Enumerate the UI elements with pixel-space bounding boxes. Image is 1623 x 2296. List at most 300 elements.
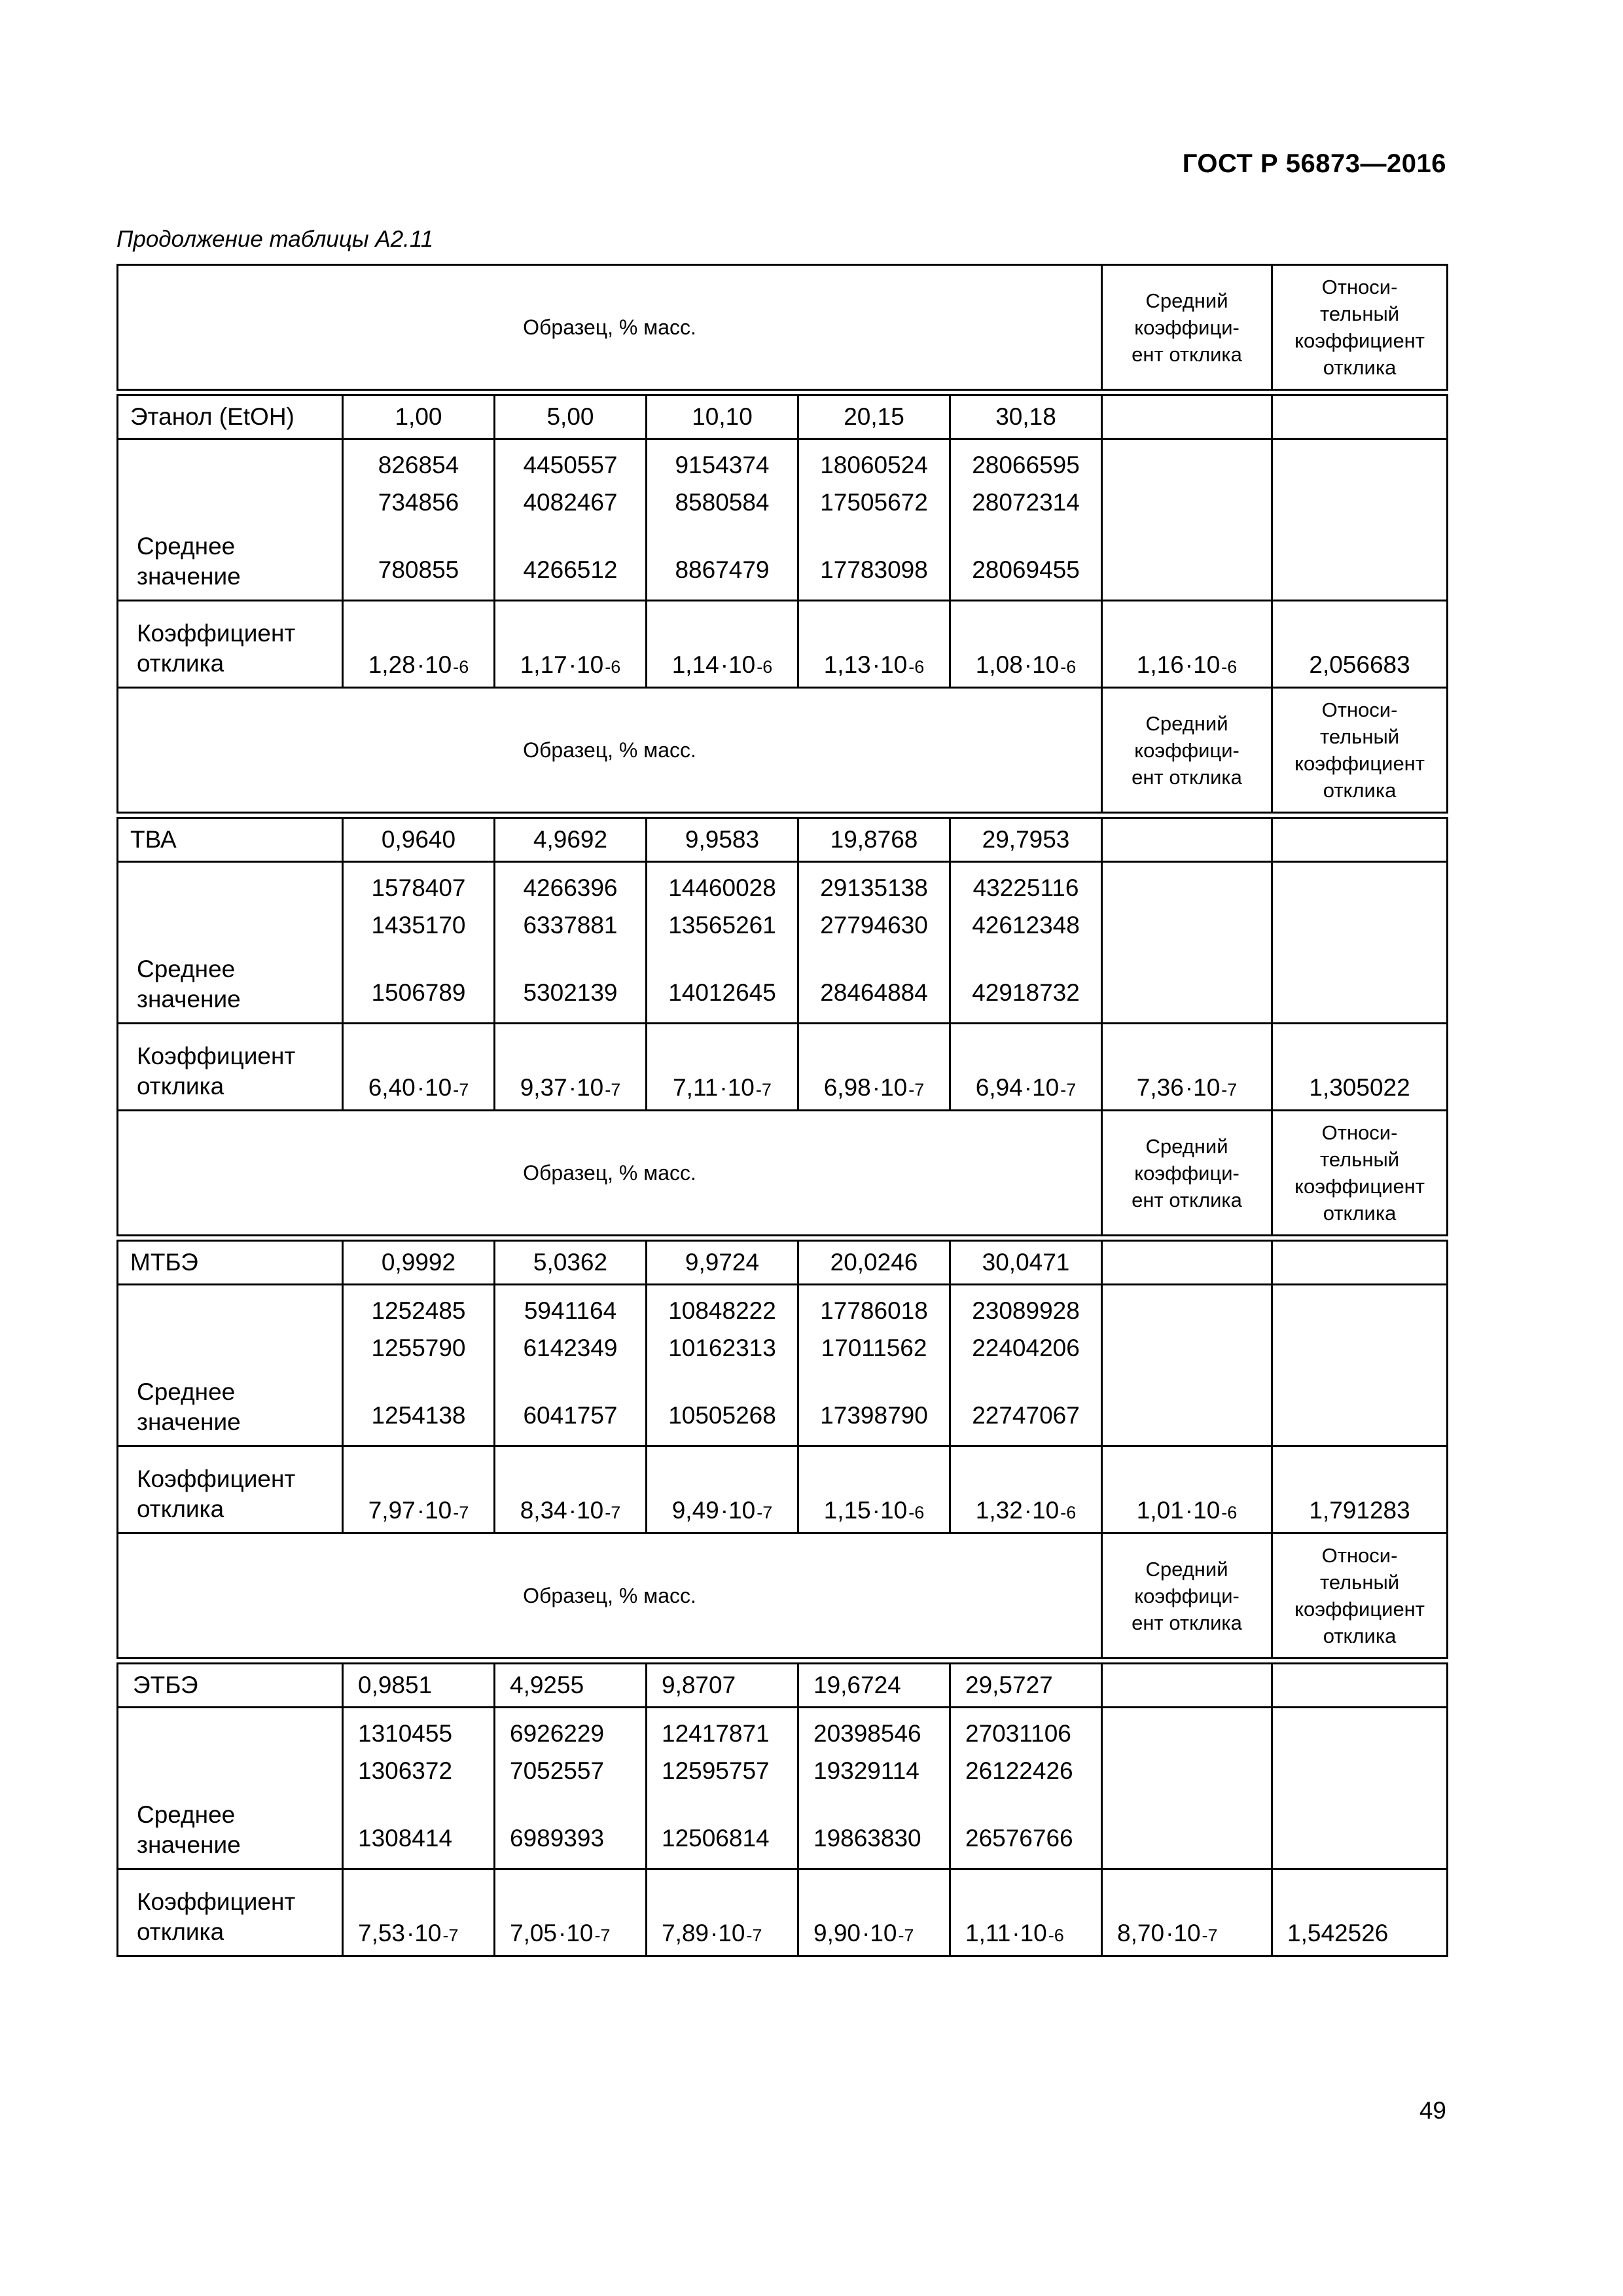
area-value-2: 17505672 (820, 489, 928, 516)
coefficient-cell (647, 1024, 798, 1111)
area-cell (950, 862, 1102, 1024)
area-value-2: 734856 (378, 489, 459, 516)
coefficient-label-line: отклика (137, 1496, 224, 1522)
coefficient-cell (343, 1024, 495, 1111)
area-value-2: 27794630 (820, 912, 928, 939)
mean-label-line: значение (137, 1408, 241, 1435)
coefficient-row (118, 1869, 1448, 1956)
avg-coef-header-line: коэффици- (1134, 1584, 1240, 1607)
response-coefficient: 1,13 ·10 -6 (823, 651, 925, 678)
area-value-1: 5941164 (524, 1297, 617, 1324)
concentration-cell: 10,10 (647, 395, 798, 439)
area-cell (798, 862, 950, 1024)
area-cell (798, 1285, 950, 1446)
multiply-dot: ·10 (872, 1497, 908, 1524)
rel-coef-header-line: коэффициент (1294, 1175, 1425, 1198)
rel-coef-header-line: отклика (1323, 1202, 1397, 1225)
response-coefficient-mantissa: 8,34 (520, 1497, 567, 1524)
area-value-1: 18060524 (820, 452, 928, 478)
area-value-1: 4450557 (523, 452, 618, 478)
area-value-2: 28072314 (972, 489, 1080, 516)
area-row (118, 862, 1448, 1024)
response-coefficient: 6,98 ·10 -7 (823, 1074, 925, 1101)
avg-coefficient-cell (1102, 601, 1272, 688)
area-value-1: 29135138 (820, 874, 928, 901)
rel-coef-header (1272, 1111, 1448, 1236)
double-rule (118, 813, 1448, 818)
multiply-dot: ·10 (568, 1497, 604, 1524)
area-value-2: 1255790 (371, 1335, 466, 1361)
coefficient-cell (343, 1446, 495, 1534)
area-mean: 1254138 (371, 1402, 466, 1429)
multiply-dot: ·10 (568, 1074, 604, 1101)
response-coefficient-mantissa: 1,13 (823, 651, 871, 678)
concentration-cell: 0,9851 (343, 1664, 495, 1708)
response-coefficient: 8,34 ·10 -7 (520, 1497, 621, 1524)
empty-cell (1272, 818, 1448, 862)
response-coefficient: 1,08 ·10 -6 (975, 651, 1077, 678)
coefficient-row (118, 1446, 1448, 1534)
response-coefficient-mantissa: 1,11 (965, 1920, 1011, 1946)
empty-cell (1102, 1664, 1272, 1708)
mean-label-line: значение (137, 1831, 241, 1858)
area-value-1: 14460028 (668, 874, 776, 901)
area-mean: 780855 (378, 556, 459, 583)
coefficient-label-line: Коэффициент (137, 1888, 296, 1915)
rule-cell (118, 390, 1448, 395)
area-value-1: 1252485 (371, 1297, 466, 1324)
coefficient-cell (950, 1446, 1102, 1534)
empty-cell (1102, 439, 1272, 601)
rel-coef-header-line: отклика (1323, 1624, 1397, 1647)
area-cell (798, 439, 950, 601)
response-coefficient: 9,49 ·10 -7 (671, 1497, 773, 1524)
coefficient-label-line: отклика (137, 650, 224, 677)
concentration-cell: 20,0246 (798, 1241, 950, 1285)
header-row (118, 1111, 1448, 1236)
coefficient-cell (950, 601, 1102, 688)
area-value-2: 42612348 (972, 912, 1080, 939)
mean-label-line: Среднее (137, 956, 236, 982)
concentration-cell: 5,00 (495, 395, 647, 439)
coefficient-label-line: Коэффициент (137, 1465, 296, 1492)
concentration-cell: 4,9255 (495, 1664, 647, 1708)
concentration-cell: 29,7953 (950, 818, 1102, 862)
response-coefficient: 1,32 ·10 -6 (975, 1497, 1077, 1524)
area-cell (950, 439, 1102, 601)
area-mean: 22747067 (972, 1402, 1080, 1429)
rel-coef-header-line: тельный (1320, 725, 1400, 748)
concentration-row (118, 818, 1448, 862)
rel-coef-header-line: тельный (1320, 302, 1400, 325)
response-coefficient-mantissa: 9,90 (813, 1920, 861, 1946)
area-cell (647, 862, 798, 1024)
page-number: 49 (1419, 2097, 1446, 2124)
relative-coefficient: 1,542526 (1272, 1869, 1448, 1956)
response-coefficient: 1,17 ·10 -6 (520, 651, 621, 678)
concentration-row (118, 1241, 1448, 1285)
coefficient-label-line: Коэффициент (137, 1043, 296, 1069)
area-value-2: 6142349 (523, 1335, 618, 1361)
response-coefficient: 7,05 ·10 -7 (510, 1920, 611, 1946)
area-cell (647, 1285, 798, 1446)
coefficient-cell (495, 1446, 647, 1534)
area-cell (950, 1285, 1102, 1446)
mean-label-line: Среднее (137, 533, 236, 560)
avg-coef-header-line: Средний (1145, 711, 1228, 735)
empty-cell (1102, 1708, 1272, 1869)
relative-coefficient: 1,791283 (1272, 1446, 1448, 1534)
area-value-1: 4266396 (523, 874, 618, 901)
area-cell (647, 439, 798, 601)
multiply-dot: ·10 (568, 651, 604, 678)
area-value-2: 19329114 (813, 1757, 919, 1784)
avg-coefficient-mantissa: 1,01 (1136, 1497, 1184, 1524)
empty-cell (1272, 1664, 1448, 1708)
coefficient-cell (950, 1869, 1102, 1956)
avg-coefficient-mantissa: 1,16 (1136, 651, 1184, 678)
avg-coefficient-cell (1102, 1024, 1272, 1111)
coefficient-cell (495, 1024, 647, 1111)
area-value-1: 6926229 (510, 1720, 605, 1747)
area-value-1: 23089928 (972, 1297, 1080, 1324)
area-value-2: 8580584 (675, 489, 770, 516)
empty-cell (1102, 818, 1272, 862)
area-value-1: 17786018 (820, 1297, 928, 1324)
area-value-1: 20398546 (813, 1720, 921, 1747)
area-value-1: 43225116 (972, 874, 1079, 901)
coefficient-cell (647, 601, 798, 688)
coefficient-cell (647, 1869, 798, 1956)
response-coefficient-mantissa: 1,15 (823, 1497, 871, 1524)
area-cell (343, 439, 495, 601)
rel-coef-header-line: коэффициент (1294, 1598, 1425, 1621)
coefficient-cell (798, 1446, 950, 1534)
mean-label (118, 439, 343, 601)
multiply-dot: ·10 (872, 1074, 908, 1101)
area-cell (343, 862, 495, 1024)
concentration-row (118, 395, 1448, 439)
multiply-dot: ·10 (720, 651, 756, 678)
area-mean: 1308414 (358, 1825, 453, 1852)
multiply-dot: ·10 (416, 1497, 452, 1524)
avg-coef-header-line: ент отклика (1132, 342, 1242, 366)
area-value-2: 1306372 (358, 1757, 453, 1784)
area-value-1: 9154374 (675, 452, 770, 478)
area-value-1: 27031106 (965, 1720, 1071, 1747)
area-mean: 26576766 (965, 1825, 1073, 1852)
mean-label-line: значение (137, 563, 241, 590)
relative-coefficient: 1,305022 (1272, 1024, 1448, 1111)
coefficient-label-line: Коэффициент (137, 620, 296, 647)
rule-cell (118, 813, 1448, 818)
coefficient-cell (798, 601, 950, 688)
rel-coef-header-line: Относи- (1321, 1121, 1398, 1144)
response-coefficient: 1,11 ·10 -6 (965, 1920, 1064, 1946)
results-table (116, 264, 1448, 1957)
response-coefficient-mantissa: 1,17 (520, 651, 567, 678)
coefficient-label (118, 1446, 343, 1534)
sample-header: Образец, % масс. (118, 1534, 1102, 1659)
multiply-dot: ·10 (558, 1920, 594, 1946)
area-cell (798, 1708, 950, 1869)
concentration-row (118, 1664, 1448, 1708)
response-coefficient: 7,97 ·10 -7 (368, 1497, 469, 1524)
rel-coef-header-line: отклика (1323, 356, 1397, 379)
area-row (118, 439, 1448, 601)
avg-coef-header-line: Средний (1145, 1134, 1228, 1158)
document-code: ГОСТ Р 56873—2016 (1182, 149, 1446, 178)
area-value-2: 17011562 (821, 1335, 927, 1361)
rel-coef-header (1272, 688, 1448, 813)
coefficient-cell (343, 1869, 495, 1956)
response-coefficient: 9,37 ·10 -7 (520, 1074, 621, 1101)
area-mean: 6041757 (523, 1402, 618, 1429)
response-coefficient: 6,94 ·10 -7 (975, 1074, 1077, 1101)
empty-cell (1102, 1241, 1272, 1285)
rel-coef-header-line: Относи- (1321, 276, 1398, 298)
area-value-1: 12417871 (662, 1720, 770, 1747)
avg-coefficient-mantissa: 8,70 (1117, 1920, 1165, 1946)
area-value-2: 10162313 (668, 1335, 776, 1361)
response-coefficient-mantissa: 1,28 (368, 651, 416, 678)
response-coefficient-mantissa: 1,08 (975, 651, 1023, 678)
area-mean: 6989393 (510, 1825, 605, 1852)
multiply-dot: ·10 (1166, 1920, 1201, 1946)
area-mean: 5302139 (523, 979, 618, 1006)
area-value-2: 22404206 (972, 1335, 1080, 1361)
avg-coefficient: 1,01 ·10 -6 (1136, 1497, 1238, 1524)
multiply-dot: ·10 (862, 1920, 897, 1946)
area-cell (647, 1708, 798, 1869)
response-coefficient-mantissa: 7,05 (510, 1920, 558, 1946)
rel-coef-header-line: Относи- (1321, 1544, 1398, 1567)
area-mean: 14012645 (668, 979, 776, 1006)
area-mean: 8867479 (675, 556, 770, 583)
response-coefficient: 1,15 ·10 -6 (823, 1497, 925, 1524)
multiply-dot: ·10 (1185, 1074, 1221, 1101)
coefficient-cell (495, 601, 647, 688)
concentration-cell: 0,9640 (343, 818, 495, 862)
avg-coefficient-cell (1102, 1869, 1272, 1956)
double-rule (118, 1236, 1448, 1241)
area-value-1: 28066595 (972, 452, 1080, 478)
concentration-cell: 1,00 (343, 395, 495, 439)
concentration-cell: 20,15 (798, 395, 950, 439)
rel-coef-header-line: тельный (1320, 1148, 1400, 1171)
response-coefficient: 9,90 ·10 -7 (813, 1920, 914, 1946)
compound-name: МТБЭ (118, 1241, 343, 1285)
avg-coef-header (1102, 688, 1272, 813)
response-coefficient-mantissa: 6,94 (975, 1074, 1023, 1101)
coefficient-cell (343, 601, 495, 688)
empty-cell (1102, 395, 1272, 439)
mean-label-line: Среднее (137, 1378, 236, 1405)
avg-coef-header-line: ент отклика (1132, 1188, 1242, 1211)
header-row (118, 1534, 1448, 1659)
coefficient-label-line: отклика (137, 1073, 224, 1100)
rel-coef-header-line: тельный (1320, 1571, 1400, 1594)
rule-cell (118, 1236, 1448, 1241)
response-coefficient-mantissa: 1,14 (671, 651, 719, 678)
area-cell (950, 1708, 1102, 1869)
rel-coef-header (1272, 265, 1448, 390)
coefficient-cell (647, 1446, 798, 1534)
sample-header: Образец, % масс. (118, 688, 1102, 813)
coefficient-cell (495, 1869, 647, 1956)
area-mean: 12506814 (662, 1825, 770, 1852)
coefficient-cell (950, 1024, 1102, 1111)
relative-coefficient: 2,056683 (1272, 601, 1448, 688)
empty-cell (1272, 1285, 1448, 1446)
concentration-cell: 5,0362 (495, 1241, 647, 1285)
area-cell (343, 1285, 495, 1446)
avg-coefficient-cell (1102, 1446, 1272, 1534)
coefficient-cell (798, 1869, 950, 1956)
response-coefficient: 7,89 ·10 -7 (662, 1920, 762, 1946)
mean-label (118, 1285, 343, 1446)
multiply-dot: ·10 (416, 1074, 452, 1101)
rel-coef-header (1272, 1534, 1448, 1659)
area-value-2: 13565261 (668, 912, 776, 939)
response-coefficient-mantissa: 9,49 (671, 1497, 719, 1524)
concentration-cell: 30,0471 (950, 1241, 1102, 1285)
response-coefficient-mantissa: 7,53 (358, 1920, 406, 1946)
area-value-1: 1578407 (371, 874, 466, 901)
mean-label-line: Среднее (137, 1801, 236, 1828)
response-coefficient: 7,11 ·10 -7 (673, 1074, 772, 1101)
double-rule (118, 390, 1448, 395)
avg-coef-header-line: ент отклика (1132, 1611, 1242, 1634)
empty-cell (1102, 1285, 1272, 1446)
coefficient-label (118, 601, 343, 688)
area-mean: 1506789 (371, 979, 466, 1006)
mean-label (118, 862, 343, 1024)
avg-coef-header (1102, 1111, 1272, 1236)
area-cell (495, 1285, 647, 1446)
multiply-dot: ·10 (872, 651, 908, 678)
double-rule (118, 1659, 1448, 1664)
area-mean: 17398790 (820, 1402, 928, 1429)
area-value-2: 12595757 (662, 1757, 770, 1784)
response-coefficient-mantissa: 7,89 (662, 1920, 709, 1946)
sample-header: Образец, % масс. (118, 1111, 1102, 1236)
rule-cell (118, 1659, 1448, 1664)
compound-name: ТВА (118, 818, 343, 862)
avg-coef-header (1102, 265, 1272, 390)
avg-coef-header-line: Средний (1145, 1557, 1228, 1581)
response-coefficient-mantissa: 9,37 (520, 1074, 567, 1101)
header-row (118, 265, 1448, 390)
coefficient-label-line: отклика (137, 1918, 224, 1945)
empty-cell (1272, 1241, 1448, 1285)
multiply-dot: ·10 (710, 1920, 745, 1946)
area-cell (495, 862, 647, 1024)
multiply-dot: ·10 (1185, 651, 1221, 678)
response-coefficient-mantissa: 6,98 (823, 1074, 871, 1101)
concentration-cell: 9,9583 (647, 818, 798, 862)
empty-cell (1272, 439, 1448, 601)
area-cell (495, 1708, 647, 1869)
concentration-cell: 9,8707 (647, 1664, 798, 1708)
coefficient-row (118, 601, 1448, 688)
area-value-1: 826854 (378, 452, 459, 478)
response-coefficient-mantissa: 1,32 (975, 1497, 1023, 1524)
coefficient-cell (798, 1024, 950, 1111)
sample-header: Образец, % масс. (118, 265, 1102, 390)
area-value-2: 1435170 (371, 912, 466, 939)
area-value-1: 1310455 (358, 1720, 453, 1747)
area-mean: 17783098 (820, 556, 928, 583)
area-value-2: 6337881 (523, 912, 618, 939)
coefficient-label (118, 1024, 343, 1111)
multiply-dot: ·10 (1024, 651, 1060, 678)
area-value-2: 7052557 (510, 1757, 605, 1784)
coefficient-label (118, 1869, 343, 1956)
compound-name: ЭТБЭ (118, 1664, 343, 1708)
avg-coef-header-line: ент отклика (1132, 765, 1242, 789)
avg-coef-header-line: коэффици- (1134, 1161, 1240, 1185)
header-row (118, 688, 1448, 813)
rel-coef-header-line: коэффициент (1294, 752, 1425, 775)
area-row (118, 1285, 1448, 1446)
area-mean: 28464884 (820, 979, 928, 1006)
multiply-dot: ·10 (1024, 1497, 1060, 1524)
response-coefficient: 6,40 ·10 -7 (368, 1074, 469, 1101)
response-coefficient-mantissa: 6,40 (368, 1074, 416, 1101)
area-value-2: 4082467 (523, 489, 618, 516)
area-mean: 42918732 (972, 979, 1080, 1006)
empty-cell (1272, 1708, 1448, 1869)
avg-coefficient-mantissa: 7,36 (1136, 1074, 1184, 1101)
multiply-dot: ·10 (1012, 1920, 1047, 1946)
area-value-1: 10848222 (668, 1297, 776, 1324)
multiply-dot: ·10 (1024, 1074, 1060, 1101)
multiply-dot: ·10 (416, 651, 452, 678)
rel-coef-header-line: коэффициент (1294, 329, 1425, 352)
concentration-cell: 19,8768 (798, 818, 950, 862)
concentration-cell: 29,5727 (950, 1664, 1102, 1708)
response-coefficient-mantissa: 7,97 (368, 1497, 416, 1524)
compound-name: Этанол (EtOH) (118, 395, 343, 439)
empty-cell (1272, 395, 1448, 439)
concentration-cell: 30,18 (950, 395, 1102, 439)
rel-coef-header-line: отклика (1323, 779, 1397, 802)
area-cell (343, 1708, 495, 1869)
mean-label-line: значение (137, 986, 241, 1013)
avg-coefficient: 7,36 ·10 -7 (1136, 1074, 1238, 1101)
concentration-cell: 9,9724 (647, 1241, 798, 1285)
avg-coef-header-line: Средний (1145, 289, 1228, 312)
multiply-dot: ·10 (719, 1074, 755, 1101)
avg-coef-header-line: коэффици- (1134, 315, 1240, 339)
area-mean: 19863830 (813, 1825, 921, 1852)
area-mean: 10505268 (668, 1402, 776, 1429)
concentration-cell: 19,6724 (798, 1664, 950, 1708)
response-coefficient: 7,53 ·10 -7 (358, 1920, 459, 1946)
response-coefficient-mantissa: 7,11 (673, 1074, 719, 1101)
table-caption: Продолжение таблицы А2.11 (116, 226, 434, 252)
empty-cell (1102, 862, 1272, 1024)
area-value-2: 26122426 (965, 1757, 1073, 1784)
avg-coef-header-line: коэффици- (1134, 738, 1240, 762)
rel-coef-header-line: Относи- (1321, 698, 1398, 721)
concentration-cell: 0,9992 (343, 1241, 495, 1285)
multiply-dot: ·10 (406, 1920, 442, 1946)
area-row (118, 1708, 1448, 1869)
area-mean: 4266512 (523, 556, 618, 583)
concentration-cell: 4,9692 (495, 818, 647, 862)
